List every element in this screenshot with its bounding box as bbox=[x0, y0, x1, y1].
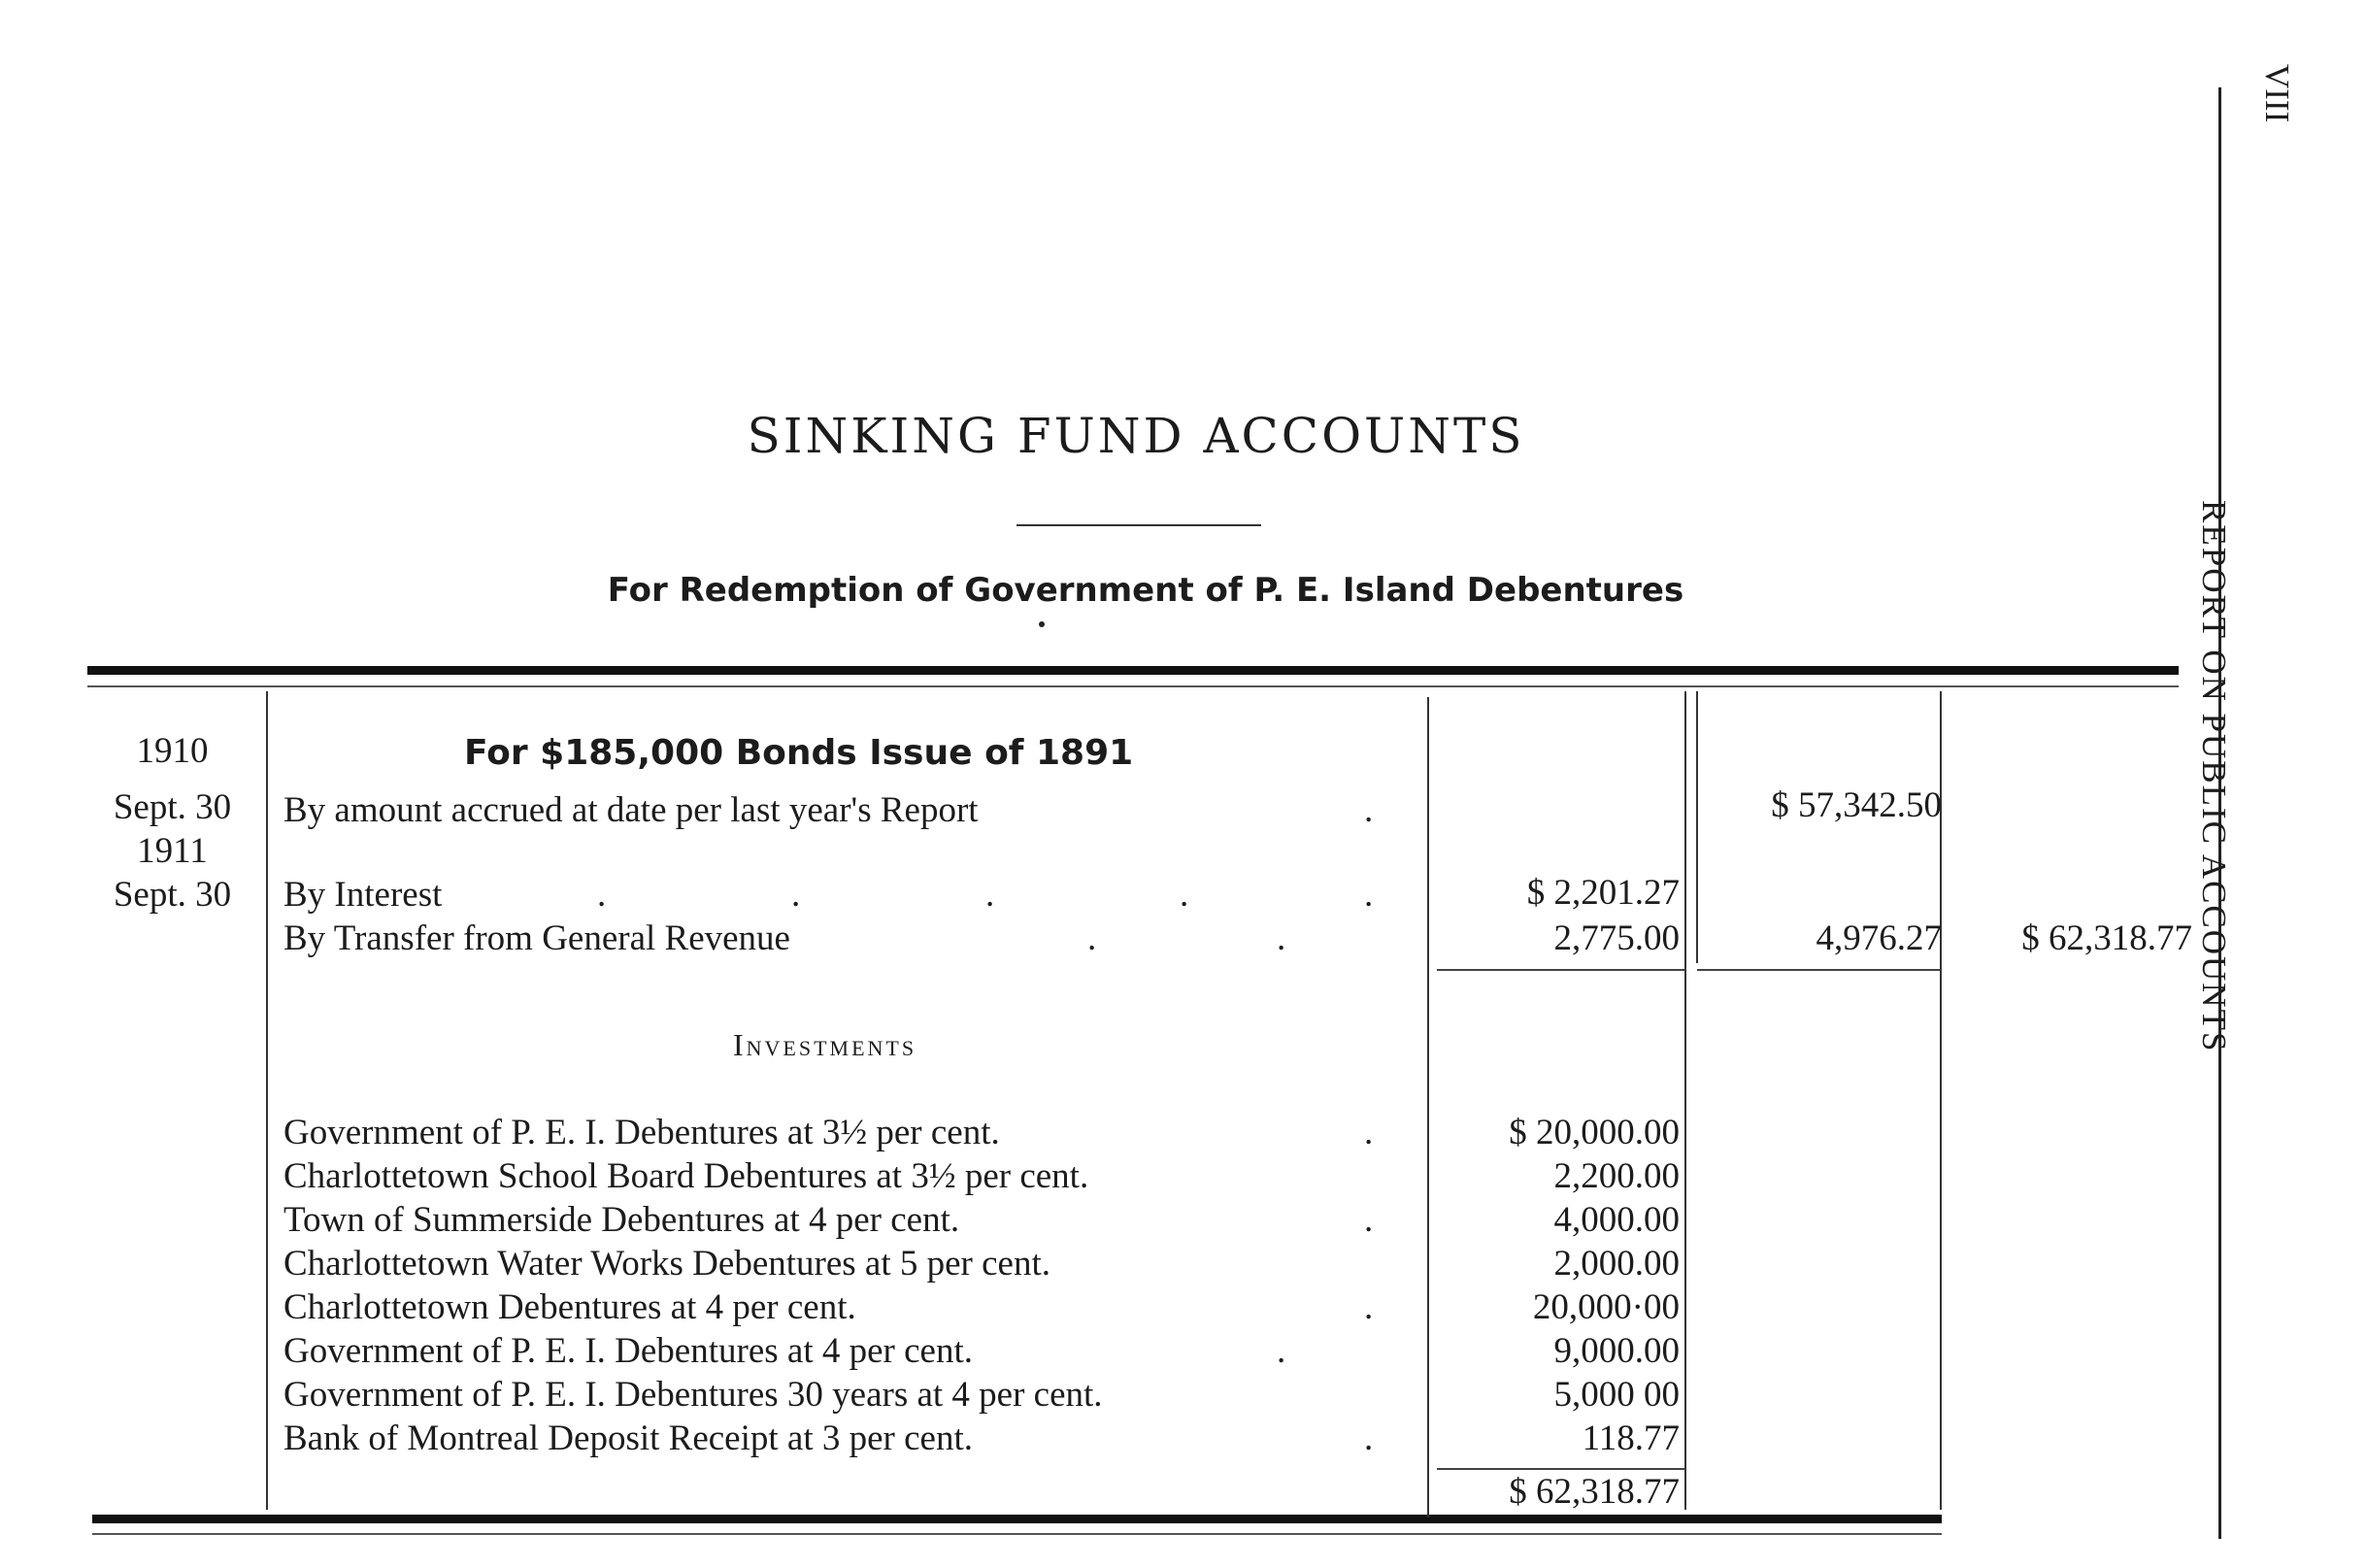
date-sept-30-1910: Sept. 30 bbox=[113, 787, 232, 827]
investment-amount: 118.77 bbox=[1582, 1418, 1680, 1458]
leader-dots: . bbox=[1364, 875, 1374, 915]
entry-interest-label: By Interest bbox=[283, 875, 443, 915]
date-year-1911: 1911 bbox=[137, 831, 208, 871]
investment-amount: 2,200.00 bbox=[1553, 1156, 1680, 1196]
subtotal-underline-1 bbox=[1437, 969, 1684, 971]
section-heading: For $185,000 Bonds Issue of 1891 bbox=[464, 733, 1134, 773]
investment-amount: 2,000.00 bbox=[1553, 1244, 1680, 1284]
table-top-thin-rule bbox=[87, 685, 2179, 687]
investment-label: Government of P. E. I. Debentures at 3½ per cent. bbox=[283, 1113, 1000, 1152]
investment-label: Charlottetown Water Works Debentures at 5 per cent. bbox=[283, 1244, 1050, 1284]
investment-label: Bank of Montreal Deposit Receipt at 3 per cent. bbox=[283, 1418, 973, 1458]
leader-dot: . bbox=[1364, 1418, 1374, 1458]
leader-dots: . bbox=[597, 875, 607, 915]
entry-transfer-total: $ 62,318.77 bbox=[2021, 918, 2192, 958]
leader-dots: . bbox=[1277, 918, 1286, 958]
entry-accrued-amount: $ 57,342.50 bbox=[1771, 785, 1942, 825]
entry-transfer-subtotal: 4,976.27 bbox=[1816, 918, 1942, 958]
entry-transfer-amount: 2,775.00 bbox=[1553, 918, 1680, 958]
investment-amount: 4,000.00 bbox=[1553, 1200, 1680, 1240]
side-header: REPORT ON PUBLIC ACCOUNTS bbox=[2195, 500, 2233, 1053]
table-top-rule bbox=[87, 666, 2179, 675]
investment-amount: 20,000·00 bbox=[1532, 1287, 1680, 1327]
entry-accrued-label: By amount accrued at date per last year's Report bbox=[283, 790, 979, 830]
investment-amount: 5,000 00 bbox=[1553, 1375, 1680, 1415]
leader-dots: . bbox=[791, 875, 801, 915]
investments-heading: Investments bbox=[733, 1027, 917, 1062]
decorative-dot bbox=[1039, 621, 1045, 627]
subtotal-underline-2 bbox=[1697, 969, 1940, 971]
date-sept-30-1911: Sept. 30 bbox=[113, 875, 232, 915]
investment-amount: 9,000.00 bbox=[1553, 1331, 1680, 1371]
leader-dot: . bbox=[1364, 1287, 1374, 1327]
page-number: VIII bbox=[2258, 64, 2296, 123]
leader-dots: . bbox=[1180, 875, 1189, 915]
leader-dot: . bbox=[1364, 790, 1374, 830]
date-column-divider bbox=[266, 691, 268, 1510]
investments-total-underline bbox=[1437, 1468, 1684, 1470]
investment-label: Government of P. E. I. Debentures 30 years at 4 per cent. bbox=[283, 1375, 1103, 1415]
investment-label: Charlottetown Debentures at 4 per cent. bbox=[283, 1287, 856, 1327]
investment-label: Town of Summerside Debentures at 4 per cent. bbox=[283, 1200, 960, 1240]
entry-interest-amount: $ 2,201.27 bbox=[1526, 873, 1680, 913]
investment-amount: $ 20,000.00 bbox=[1509, 1113, 1680, 1152]
leader-dot: . bbox=[1364, 1200, 1374, 1240]
date-year-1910: 1910 bbox=[136, 731, 209, 771]
table-bottom-thin-rule bbox=[92, 1533, 1942, 1535]
leader-dot: . bbox=[1364, 1113, 1374, 1152]
investment-label: Charlottetown School Board Debentures at 3½ per cent. bbox=[283, 1156, 1089, 1196]
page-title: SINKING FUND ACCOUNTS bbox=[747, 408, 1525, 464]
table-bottom-rule bbox=[92, 1515, 1942, 1523]
leader-dots: . bbox=[985, 875, 995, 915]
leader-dot: . bbox=[1277, 1331, 1286, 1371]
page-subtitle: For Redemption of Government of P. E. Island Debentures bbox=[607, 571, 1684, 610]
investments-total: $ 62,318.77 bbox=[1509, 1472, 1680, 1512]
investment-label: Government of P. E. I. Debentures at 4 per cent. bbox=[283, 1331, 973, 1371]
title-divider bbox=[1016, 524, 1261, 526]
leader-dots: . bbox=[1087, 918, 1097, 958]
entry-transfer-label: By Transfer from General Revenue bbox=[283, 918, 790, 958]
